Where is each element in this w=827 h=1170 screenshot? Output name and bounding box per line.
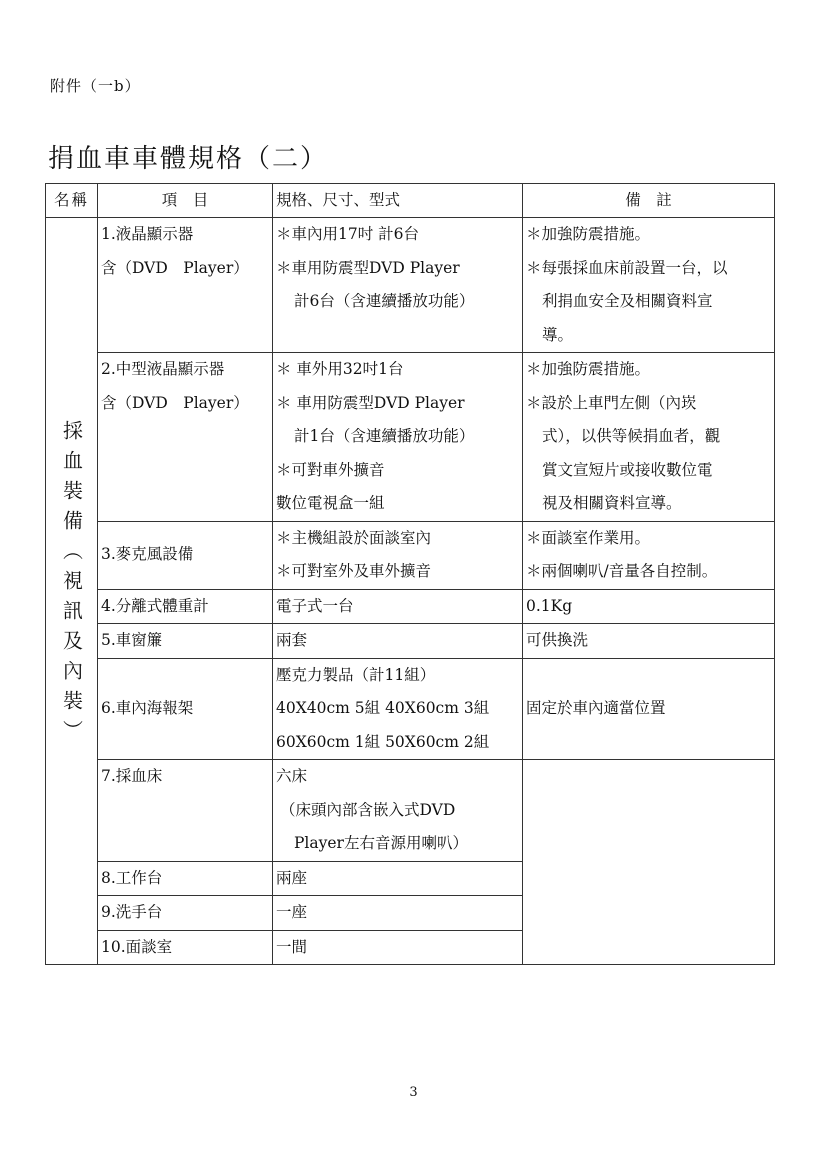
spec-text: Player左右音源用喇叭） xyxy=(294,834,468,852)
header-note: 備 註 xyxy=(523,184,775,218)
spec-text: ＊可對車外擴音 xyxy=(276,460,385,479)
note-text: ＊兩個喇叭/音量各自控制。 xyxy=(526,562,718,580)
spec-text: ＊可對室外及車外擴音 xyxy=(276,562,432,580)
item-cell: 5.車窗簾 xyxy=(98,624,273,659)
page-number: 3 xyxy=(409,1085,418,1100)
item-text: 含（DVD Player） xyxy=(101,393,249,412)
item-cell xyxy=(98,353,273,522)
spec-table xyxy=(45,183,775,965)
item-cell: 9.洗手台 xyxy=(98,896,273,931)
item-text: 3.麥克風設備 xyxy=(101,545,194,564)
note-text: ＊面談室作業用。 xyxy=(526,528,651,547)
table-row xyxy=(46,353,775,522)
spec-cell xyxy=(273,760,523,862)
table-row xyxy=(46,589,775,624)
spec-cell: 兩座 xyxy=(273,861,523,896)
note-cell xyxy=(523,218,775,353)
item-text: 1.液晶顯示器 xyxy=(101,225,194,243)
item-cell: 7.採血床 xyxy=(98,760,273,862)
item-cell: 8.工作台 xyxy=(98,861,273,896)
spec-text: （床頭內部含嵌入式DVD xyxy=(280,800,456,819)
item-cell xyxy=(98,521,273,589)
document-title: 捐血車車體規格（二） xyxy=(48,144,329,174)
spec-cell: 電子式一台 xyxy=(273,589,523,624)
item-text: 含（DVD Player） xyxy=(101,258,249,277)
note-cell: 0.1Kg xyxy=(523,589,775,624)
spec-cell: 兩套 xyxy=(273,624,523,659)
spec-cell xyxy=(273,353,523,522)
item-cell: 10.面談室 xyxy=(98,930,273,965)
spec-text: 壓克力製品（計11組） xyxy=(276,665,436,684)
table-header-row xyxy=(46,184,775,218)
spec-text: ＊ 車用防震型DVD Player xyxy=(276,393,465,412)
category-cell xyxy=(46,218,98,965)
note-text: 導。 xyxy=(542,325,574,344)
spec-cell xyxy=(273,658,523,760)
spec-text: 六床 xyxy=(276,767,308,785)
spec-cell xyxy=(273,218,523,353)
spec-text: ＊ 車外用32吋1台 xyxy=(276,360,404,378)
spec-text: ＊車內用17吋 計6台 xyxy=(276,225,420,243)
header-name: 名稱 xyxy=(46,184,98,218)
table-row xyxy=(46,760,775,862)
spec-text: 計6台（含連續播放功能） xyxy=(294,292,475,310)
note-text: ＊加強防震措施。 xyxy=(526,225,651,243)
spec-text: 數位電視盒一組 xyxy=(276,494,385,512)
item-cell: 4.分離式體重計 xyxy=(98,589,273,624)
spec-text: ＊車用防震型DVD Player xyxy=(276,258,460,277)
table-row xyxy=(46,658,775,760)
spec-text: 計1台（含連續播放功能） xyxy=(294,427,475,445)
note-text: 視及相關資料宣導。 xyxy=(542,494,682,512)
item-text: 2.中型液晶顯示器 xyxy=(101,360,225,378)
note-text: 利捐血安全及相關資料宣 xyxy=(542,292,713,310)
note-cell: 固定於車內適當位置 xyxy=(523,658,775,760)
spec-cell xyxy=(273,521,523,589)
note-text: 式），以供等候捐血者，觀 xyxy=(542,427,721,445)
header-item: 項 目 xyxy=(98,184,273,218)
note-text: 賞文宣短片或接收數位電 xyxy=(542,460,713,479)
spec-cell: 一間 xyxy=(273,930,523,965)
table-row xyxy=(46,521,775,589)
note-cell-empty xyxy=(523,760,775,965)
note-text: ＊每張採血床前設置一台，以 xyxy=(526,258,728,277)
note-cell: 可供換洗 xyxy=(523,624,775,659)
table-row xyxy=(46,624,775,659)
note-text: ＊加強防震措施。 xyxy=(526,360,651,378)
spec-cell: 一座 xyxy=(273,896,523,931)
spec-text: 60X60cm 1組 50X60cm 2組 xyxy=(276,732,490,751)
table-row xyxy=(46,218,775,353)
note-cell xyxy=(523,353,775,522)
spec-text: ＊主機組設於面談室內 xyxy=(276,528,432,547)
spec-text: 40X40cm 5組 40X60cm 3組 xyxy=(276,699,490,717)
item-cell xyxy=(98,218,273,353)
note-text: ＊設於上車門左側（內崁 xyxy=(526,393,697,412)
note-cell xyxy=(523,521,775,589)
attachment-label: 附件（一b） xyxy=(50,77,141,95)
header-spec: 規格、尺寸、型式 xyxy=(273,184,523,218)
item-cell: 6.車內海報架 xyxy=(98,658,273,760)
category-label: 採血裝備︵視訊及內裝︶ xyxy=(59,419,84,750)
